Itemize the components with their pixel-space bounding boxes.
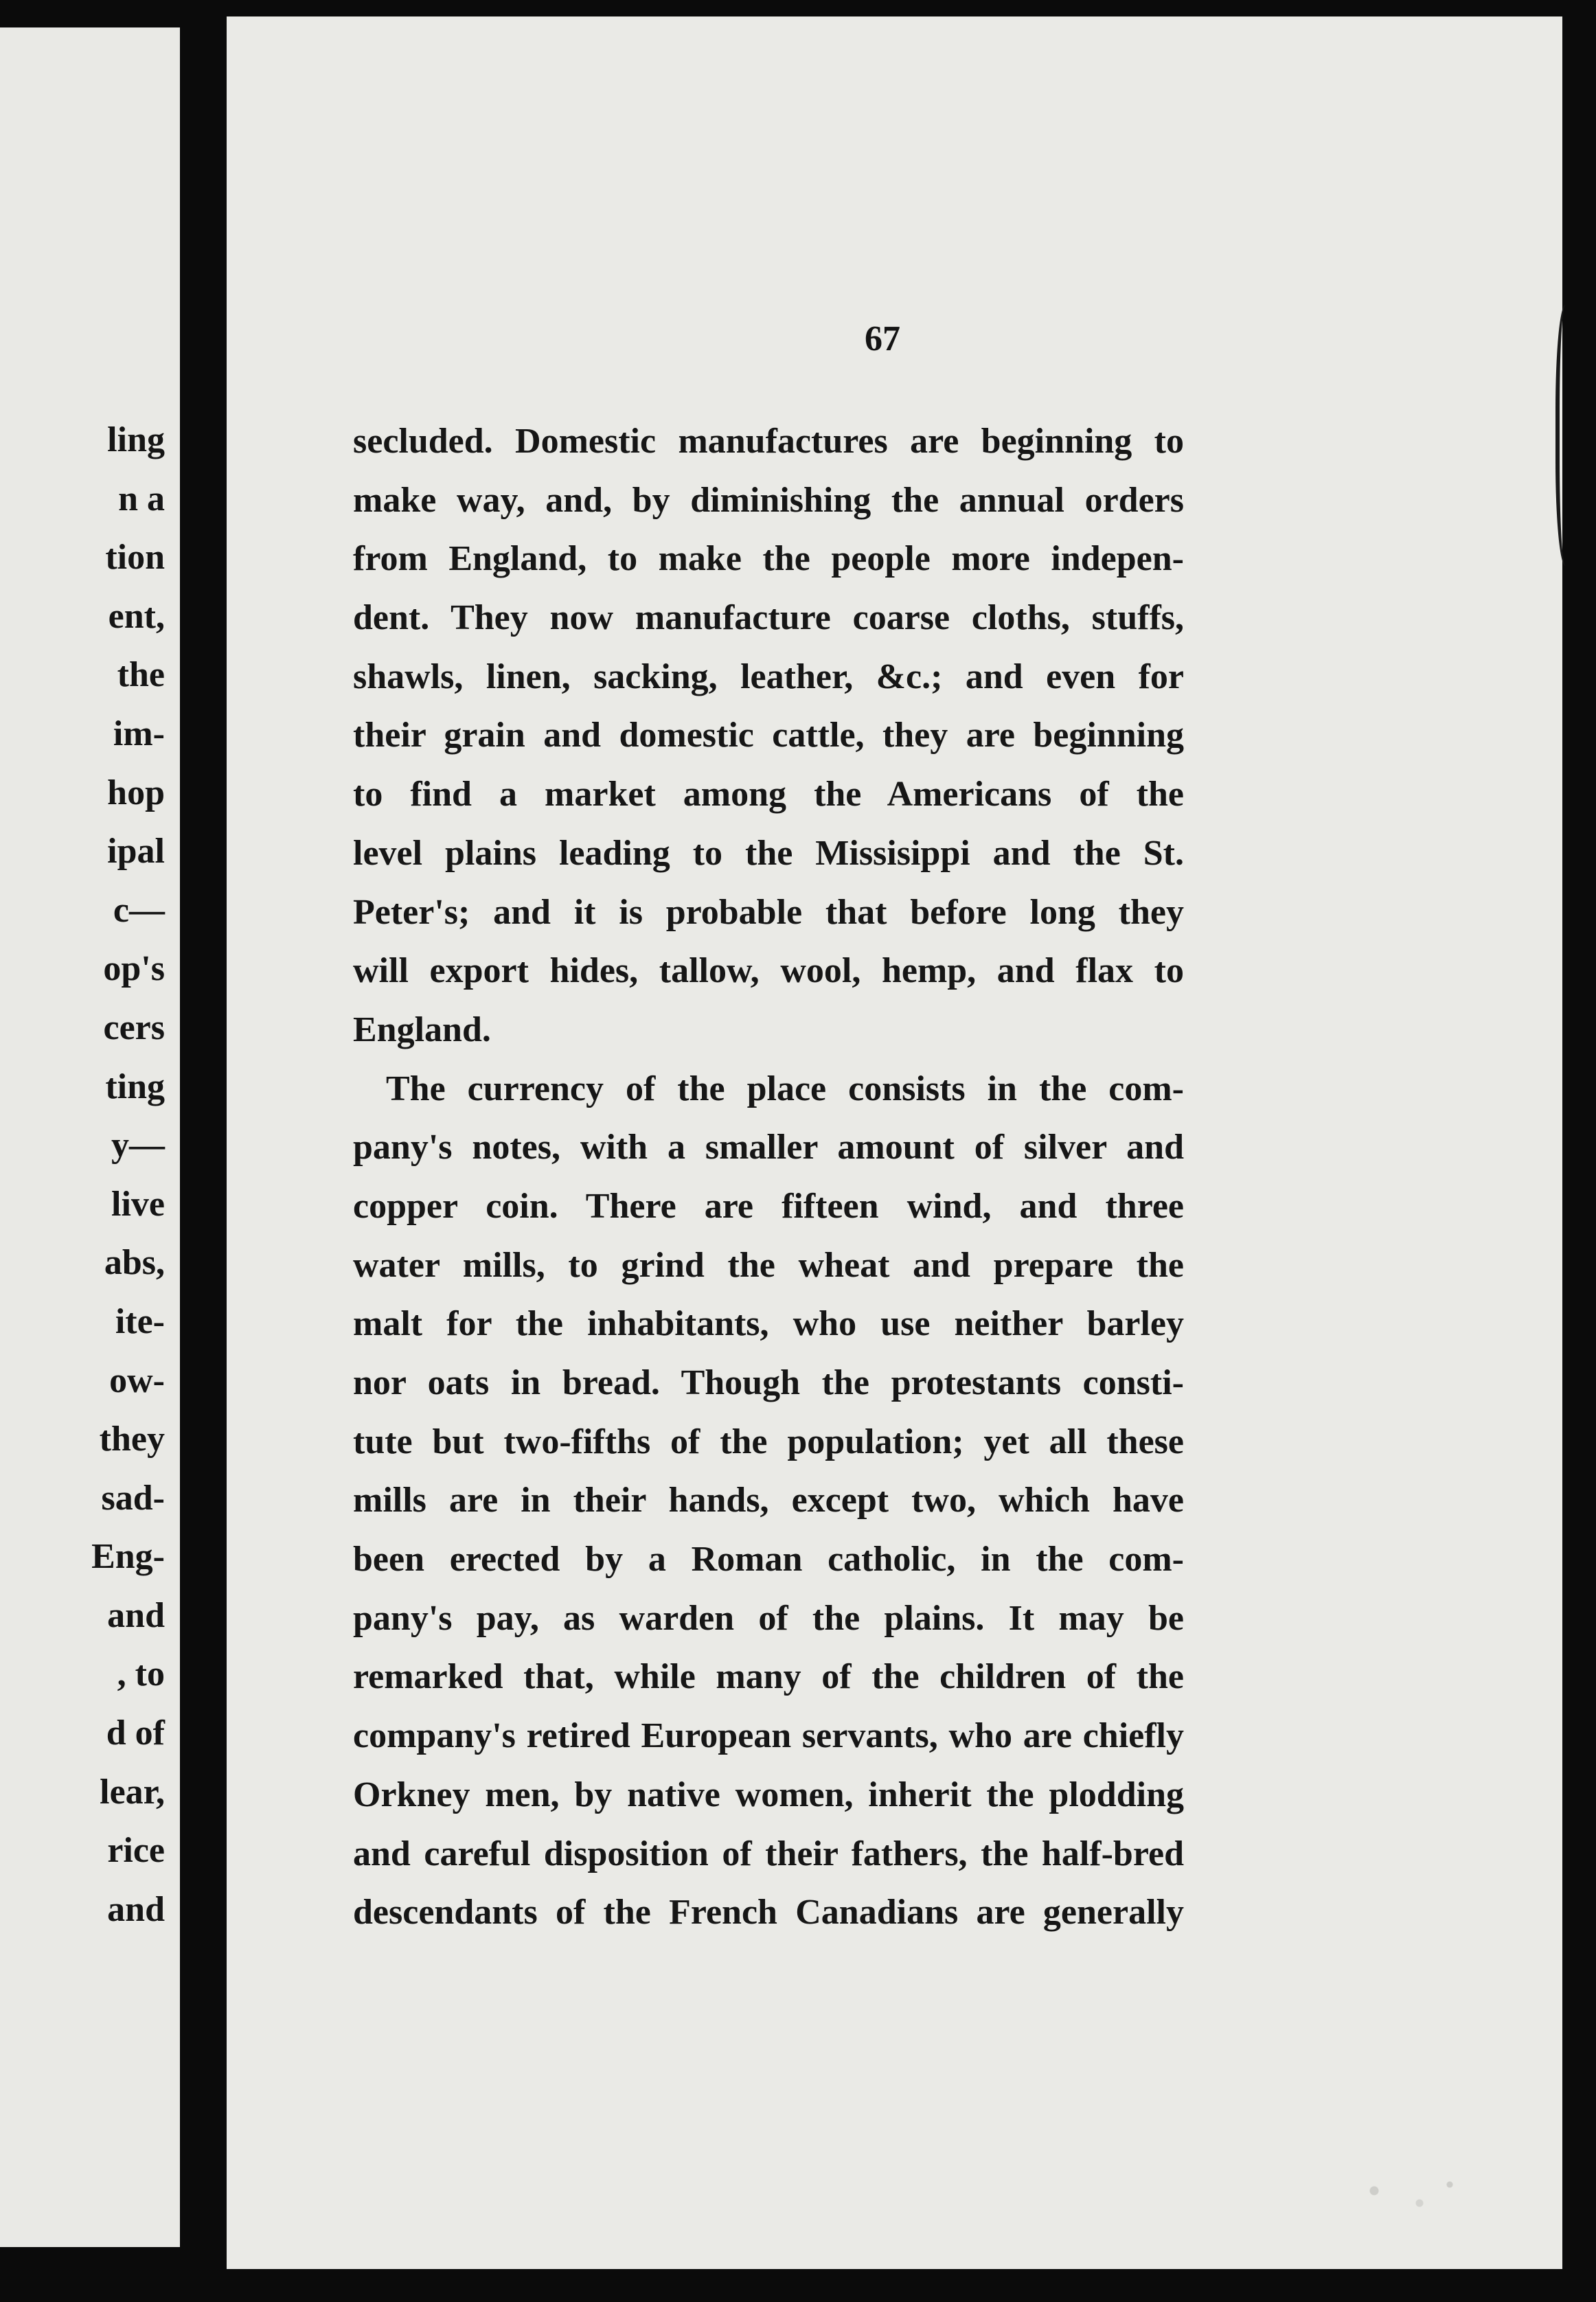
left-line: and [107,1889,165,1929]
paragraph-end-line: England. [353,1010,491,1049]
text-line: dent. They now manufacture coarse cloths, stuffs, [353,598,1184,638]
left-facing-page [0,27,180,2247]
text-line: company's retired European servants, who are chiefly [353,1716,1184,1756]
text-line: to find a market among the Americans of the [353,775,1184,814]
left-page-text [91,411,165,1939]
left-line: lear, [100,1772,165,1812]
left-line: cers [103,1007,165,1047]
left-line: tion [105,538,165,578]
text-line: secluded. Domestic manufactures are beginning to [353,422,1184,461]
left-line: Eng- [91,1537,165,1577]
left-line: n a [118,479,165,518]
text-line: copper coin. There are fifteen wind, and three [353,1186,1184,1226]
text-line: level plains leading to the Missisippi and the St. [353,833,1184,873]
left-line: d of [106,1713,165,1753]
text-line: pany's notes, with a smaller amount of silver and [353,1128,1184,1167]
text-line: descendants of the French Canadians are generally [353,1893,1184,1933]
left-line: sad- [101,1478,165,1518]
left-line: rice [107,1831,165,1871]
left-line: hop [107,773,165,812]
left-line: ipal [107,832,165,871]
text-line: and careful disposition of their fathers, the half-bred [353,1834,1184,1873]
text-line: make way, and, by diminishing the annual orders [353,480,1184,520]
text-line: Peter's; and it is probable that before long they [353,892,1184,932]
text-line: Orkney men, by native women, inherit the plodding [353,1775,1184,1814]
text-line: tute but two-fifths of the population; yet all these [353,1422,1184,1461]
left-line: ting [105,1067,165,1106]
left-line: ling [107,420,165,459]
left-line: y— [111,1126,165,1165]
paper-stain [1329,2166,1480,2228]
left-line: c— [113,890,165,930]
left-line: ow- [109,1360,165,1400]
text-line: pany's pay, as warden of the plains. It may be [353,1598,1184,1638]
left-line: ite- [115,1301,165,1341]
text-line: mills are in their hands, except two, which have [353,1481,1184,1520]
text-line: malt for the inhabitants, who use neither barley [353,1304,1184,1344]
left-line: , to [117,1654,165,1694]
left-line: the [117,655,165,695]
left-line: and [107,1595,165,1635]
text-line: been erected by a Roman catholic, in the com- [353,1540,1184,1580]
left-line: ent, [108,596,165,636]
text-line: will export hides, tallow, wool, hemp, and flax to [353,951,1184,991]
text-line: water mills, to grind the wheat and prepare the [353,1245,1184,1285]
left-line: they [99,1420,165,1459]
paragraph-start-line: The currency of the place consists in the com- [386,1069,1184,1108]
left-line: abs, [104,1243,165,1283]
text-line: from England, to make the people more indepen- [353,539,1184,579]
left-line: im- [113,714,165,753]
page-number: 67 [865,319,900,358]
left-line: live [111,1184,165,1224]
text-line: shawls, linen, sacking, leather, &c.; and even for [353,657,1184,696]
text-line: remarked that, while many of the children of the [353,1657,1184,1697]
text-line: nor oats in bread. Though the protestants consti- [353,1363,1184,1402]
left-line: op's [103,949,165,989]
body-text [353,412,1184,1942]
text-line: their grain and domestic cattle, they are beginning [353,716,1184,755]
main-page [227,16,1562,2269]
